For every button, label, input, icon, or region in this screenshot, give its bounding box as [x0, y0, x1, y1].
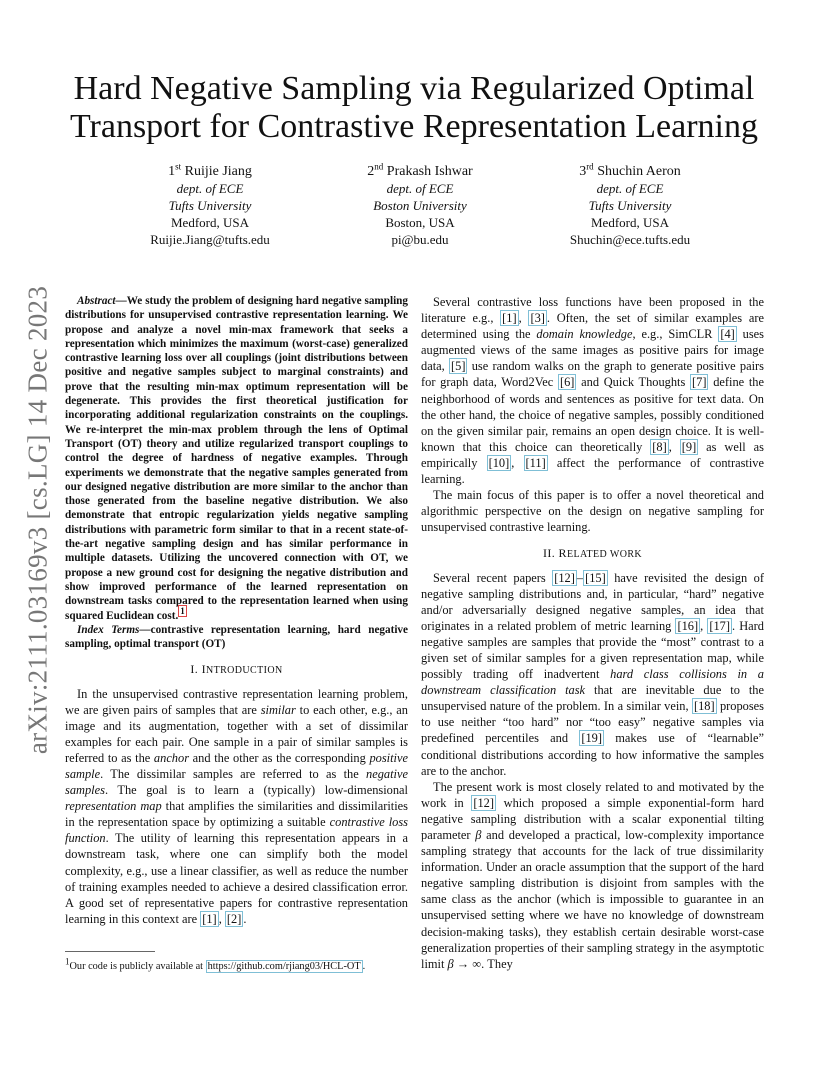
- index-terms: Index Terms—contrastive representation learning, hard negative sampling, optimal transport (OT): [65, 623, 408, 651]
- intro-paragraph-2: Several contrastive loss functions have been proposed in the literature e.g., [1] , [3] . Often, the set of similar examples are determined using the domain knowledge, e.g., SimCLR [4] uses augmented views of the same images as positive pairs for image data, [5] use random walks on the graph to generate positive pairs for graph data, Word2Vec [6] and Quick Thoughts [7] define the neighborhood of words and sentences as positive for text data. On the other hand, the choice of negative samples, possibly conditioned on the given similar pair, remains an open design choice. It is well-known that this choice can theoretically [8] , [9] as well as empirically [10] , [11] affect the performance of contrastive learning.: [421, 295, 764, 487]
- author-3: 3rd Shuchin Aeron dept. of ECE Tufts University Medford, USA Shuchin@ece.tufts.edu: [530, 163, 730, 248]
- author-block: [110, 163, 730, 248]
- author-name: Prakash Ishwar: [386, 164, 473, 179]
- author-2: 2nd Prakash Ishwar dept. of ECE Boston University Boston, USA pi@bu.edu: [320, 163, 520, 248]
- section-heading-related: II. RELATED WORK: [542, 546, 643, 561]
- author-name: Shuchin Aeron: [597, 164, 681, 179]
- right-column: [421, 294, 764, 972]
- footnote-ref[interactable]: 1: [180, 605, 185, 616]
- section-heading-intro: I. INTRODUCTION: [190, 662, 283, 677]
- left-column: [65, 294, 408, 927]
- author-name: Ruijie Jiang: [184, 164, 252, 179]
- intro-paragraph: In the unsupervised contrastive representation learning problem, we are given pairs of samples that are similar to each other, e.g., an image and its augmentation, together with a set of dissimilar examples for each pair. One sample in a pair of similar samples is referred to as the anchor and the other as the corresponding positive sample. The dissimilar samples are referred to as the negative samples. The goal is to learn a (typically) low-dimensional representation map that amplifies the similarities and dissimilarities in the representation space by optimizing a suitable contrastive loss function. The utility of learning this representation appears in a downstream task, where one can simplify both the model complexity, e.g., use a linear classifier, as well as reduce the number of training examples needed to achieve a desired classification error. A good set of representative papers for contrastive representation learning in this context are [1] , [2] .: [65, 686, 409, 926]
- abstract: Abstract—We study the problem of designing hard negative sampling distributions for unsupervised contrastive representation learning. We propose and analyze a novel min-max framework that seeks a representation which minimizes the maximum (worst-case) generalized contrastive learning loss over all couplings (joint distributions between positive and negative samples subject to marginal constraints) and prove that the resulting min-max optimum representation will be degenerate. This provides the first theoretical justification for incorporating additional regularization constraints on the couplings. We re-interpret the min-max problem through the lens of Optimal Transport (OT) theory and utilize regularized transport couplings to control the degree of hardness of negative examples. Through experiments we demonstrate that the negative samples generated from our designed negative distribution are more similar to the anchor than those generated from the baseline negative distribution. We also demonstrate that entropic regularization yields negative sampling distributions with parametric form similar to that in a recent state-of-the-art negative sampling design and has similar performance in multiple datasets. Utilizing the uncovered connection with OT, we propose a new ground cost for designing the negative distribution and show improved performance of the learned representation on downstream tasks compared to the representation learned when using squared Euclidean cost. $^1$: [65, 295, 408, 622]
- footnote: $^1$Our code is publicly available at https://github.com/rjiang03/HCL-OT .: [65, 956, 366, 972]
- related-paragraph-2: The present work is most closely related to and motivated by the work in [12] which proposed a simple exponential-form hard negative sampling distribution with a scalar exponential tilting parameter β and developed a practical, low-complexity importance sampling strategy that accounts for the lack of true dissimilarity information. Under an oracle assumption that the support of the hard negative sampling distribution is disjoint from samples with the same class as the anchor (which is impossible to guarantee in an unsupervised setting where we have no knowledge of downstream decision-making tasks), they establish certain desirable worst-case generalization properties of their sampling strategy in the asymptotic limit β → ∞. They: [421, 779, 764, 971]
- author-1: 1st Ruijie Jiang dept. of ECE Tufts University Medford, USA Ruijie.Jiang@tufts.edu: [110, 163, 310, 248]
- arxiv-stamp: [20, 285, 56, 755]
- paper-title: [60, 70, 768, 146]
- author-email: Shuchin@ece.tufts.edu: [569, 232, 691, 247]
- author-email: Ruijie.Jiang@tufts.edu: [150, 232, 270, 247]
- author-email: pi@bu.edu: [391, 232, 449, 247]
- intro-paragraph-3: The main focus of this paper is to offer a novel theoretical and algorithmic perspective on the design on negative sampling for unsupervised contrastive learning.: [421, 488, 764, 535]
- arxiv-id: arXiv:2111.03169v3 [cs.LG] 14 Dec 2023: [22, 285, 53, 755]
- code-link[interactable]: https://github.com/rjiang03/HCL-OT: [207, 961, 361, 972]
- title-line-1: Hard Negative Sampling via Regularized Optimal: [73, 70, 755, 107]
- footnote-rule: [65, 951, 155, 952]
- related-paragraph-1: Several recent papers [12] – [15] have revisited the design of negative sampling distributions and, in particular, “hard” negative and/or adversarially designed negative samples, an idea that originates in a related problem of metric learning [16] , [17] . Hard negative samples are samples that provide the “most” contrast to a given set of similar samples for a given representation map, while possibly trading off inadvertent hard class collisions in a downstream classification task that are inevitable due to the unsupervised nature of the problem. In a similar vein, [18] proposes to use neither “too hard” nor “too easy” negative samples via predefined percentiles and [19] makes use of “learnable” conditional distributions according to how informative the samples are to the anchor.: [421, 570, 765, 778]
- title-line-2: Transport for Contrastive Representation Learning: [69, 108, 759, 145]
